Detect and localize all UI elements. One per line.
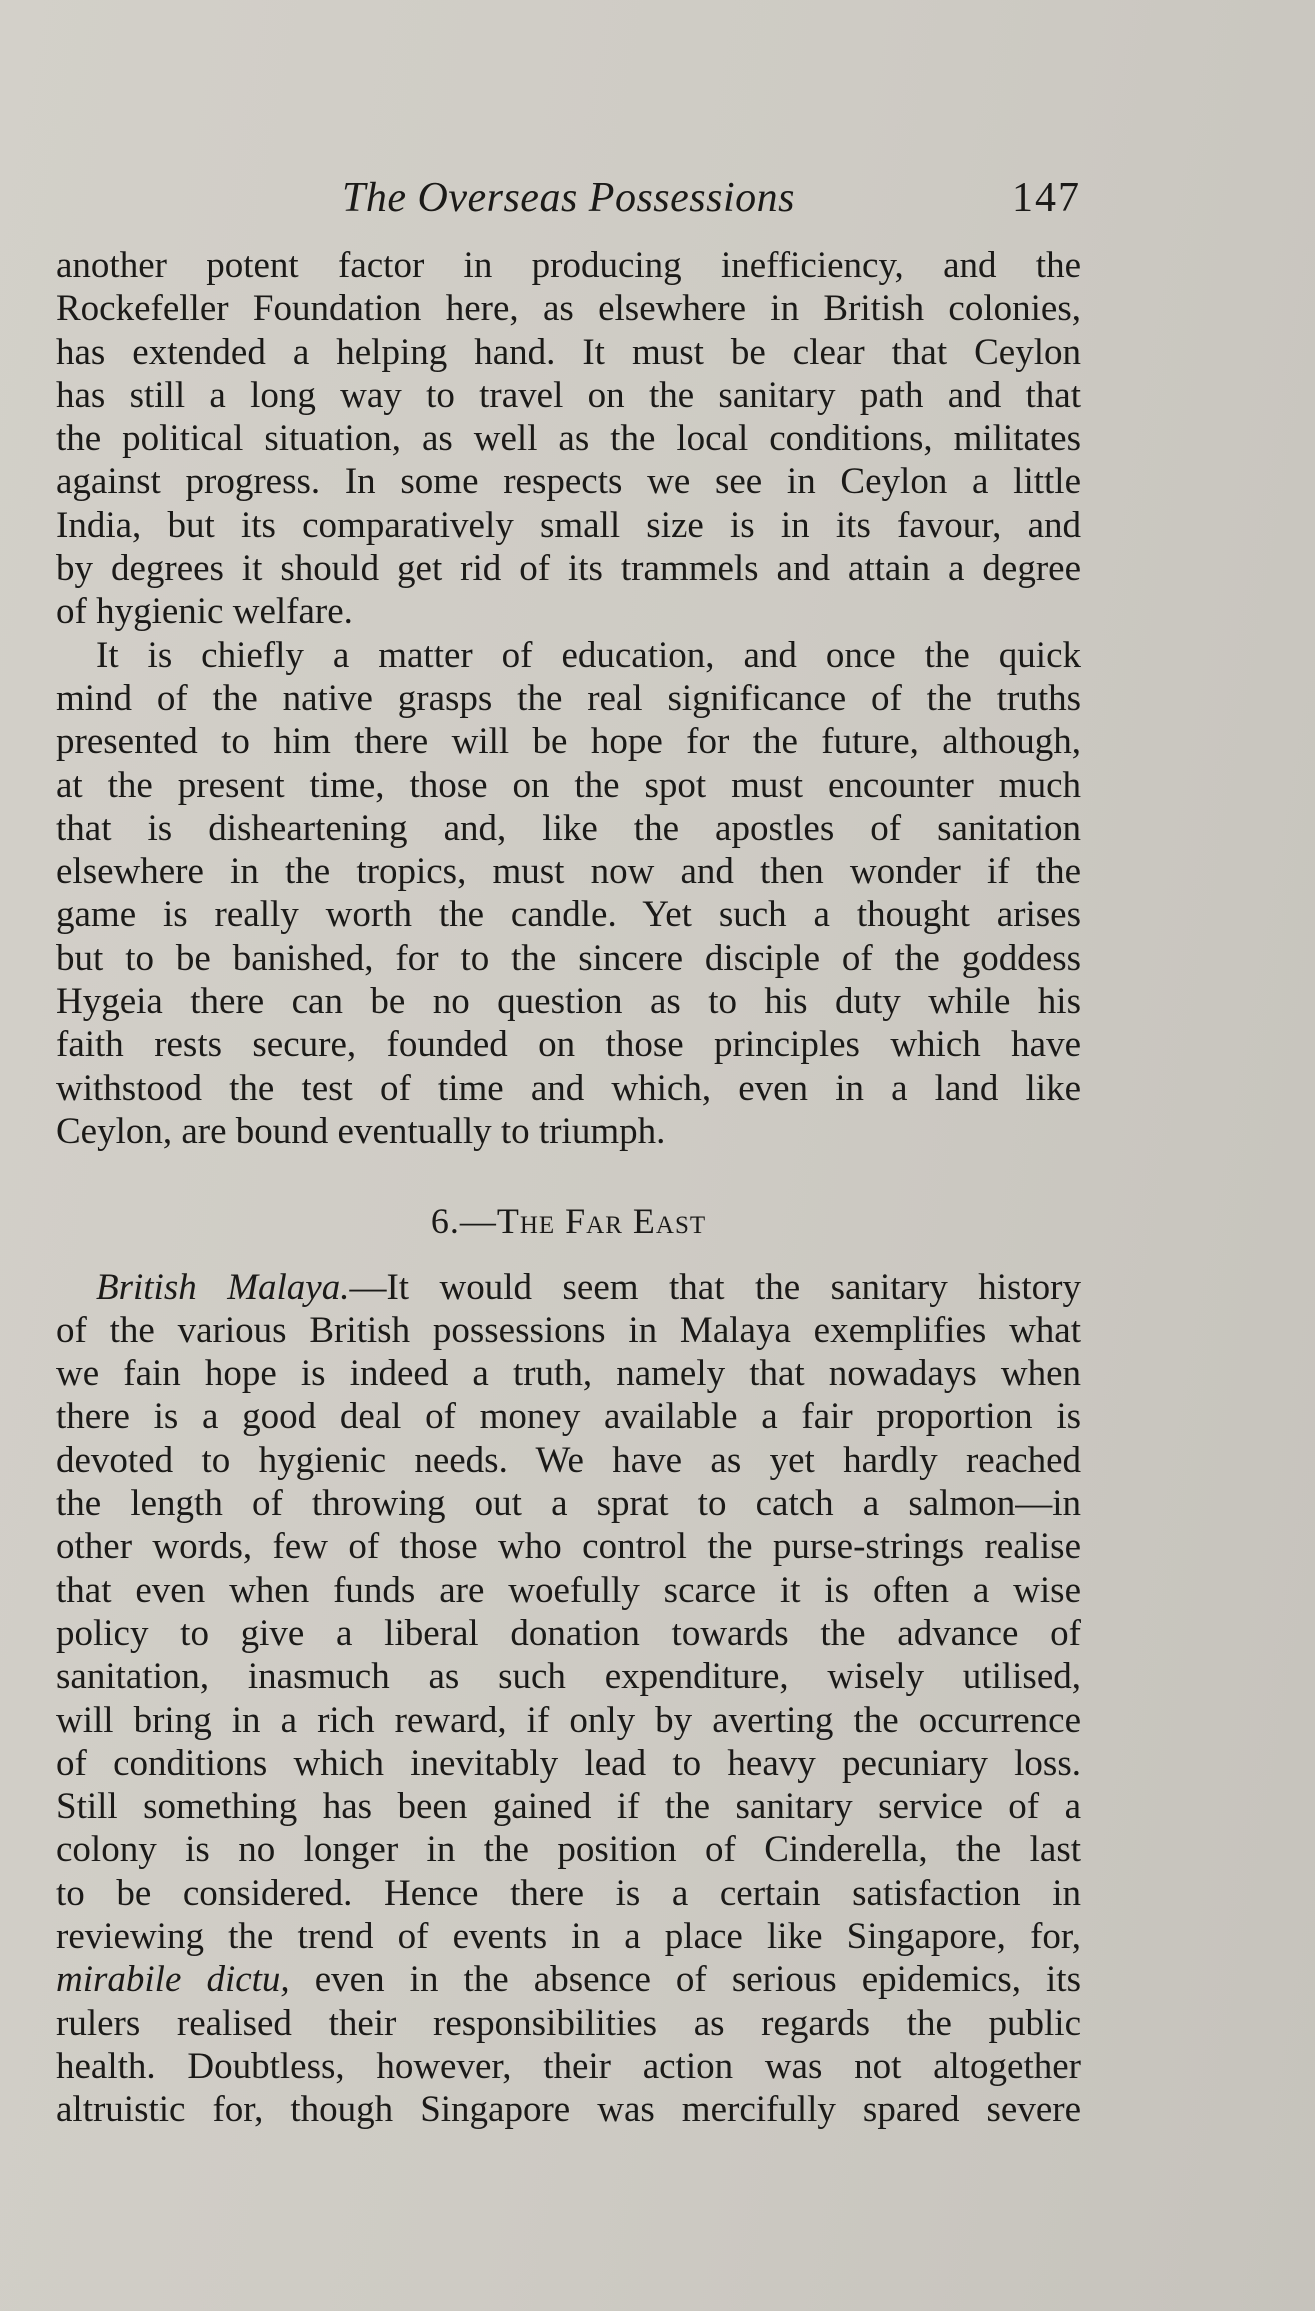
text-line: presented to him there will be hope for the future, although,	[56, 721, 1081, 763]
text-line: other words, few of those who control the purse-strings realise	[56, 1526, 1081, 1568]
paragraph-british-malaya	[56, 1266, 1081, 2132]
text-line: another potent factor in producing inefficiency, and the	[56, 245, 1081, 286]
text-line: Rockefeller Foundation here, as elsewhere in British colonies,	[56, 288, 1081, 330]
text-line: against progress. In some respects we see in Ceylon a little	[56, 461, 1081, 503]
text-line: of the various British possessions in Malaya exemplifies what	[56, 1309, 1081, 1351]
text-line: the length of throwing out a sprat to catch a salmon—in	[56, 1483, 1081, 1525]
running-head	[56, 168, 1081, 228]
text-line: there is a good deal of money available a fair proportion is	[56, 1396, 1081, 1438]
page-number: 147	[1012, 175, 1081, 221]
text-line: policy to give a liberal donation towards the advance of	[56, 1612, 1081, 1654]
paragraph-education	[56, 634, 1081, 1154]
text-line: devoted to hygienic needs. We have as yet hardly reached	[56, 1439, 1081, 1481]
text-line	[56, 1958, 1081, 2001]
body-text	[56, 244, 1081, 2131]
text-line: the political situation, as well as the local conditions, militates	[56, 418, 1081, 460]
text-line: India, but its comparatively small size is in its favour, and	[56, 504, 1081, 546]
text-line: of conditions which inevitably lead to heavy pecuniary loss.	[56, 1742, 1081, 1784]
text-line: has extended a helping hand. It must be clear that Ceylon	[56, 331, 1081, 373]
text-line: withstood the test of time and which, even in a land like	[56, 1067, 1081, 1109]
text-line: mind of the native grasps the real significance of the truths	[56, 677, 1081, 719]
paragraph-ceylon-continued	[56, 244, 1081, 634]
section-number: 6.—	[430, 1201, 497, 1242]
latin-phrase: mirabile dictu,	[56, 1959, 290, 2001]
text-line: by degrees it should get rid of its trammels and attain a degree	[56, 548, 1081, 590]
section-title: The Far East	[496, 1201, 707, 1242]
text-line: at the present time, those on the spot must encounter much	[56, 764, 1081, 806]
running-title: The Overseas Possessions	[342, 175, 795, 221]
text-line: faith rests secure, founded on those principles which have	[56, 1024, 1081, 1066]
text-line	[56, 1266, 1081, 1309]
text-line: reviewing the trend of events in a place like Singapore, for,	[56, 1915, 1081, 1957]
text-line: we fain hope is indeed a truth, namely that nowadays when	[56, 1353, 1081, 1395]
text-line: altruistic for, though Singapore was mercifully spared severe	[56, 2089, 1081, 2131]
section-heading	[56, 1200, 1081, 1243]
text-line: that even when funds are woefully scarce it is often a wise	[56, 1569, 1081, 1611]
text-line: Ceylon, are bound eventually to triumph.	[56, 1110, 666, 1152]
text-line: health. Doubtless, however, their action was not altogether	[56, 2045, 1081, 2087]
text-line: that is disheartening and, like the apostles of sanitation	[56, 807, 1081, 849]
text-line: will bring in a rich reward, if only by averting the occurrence	[56, 1699, 1081, 1741]
text-line: to be considered. Hence there is a certain satisfaction in	[56, 1872, 1081, 1914]
text-line: of hygienic welfare.	[56, 591, 353, 633]
text-line: rulers realised their responsibilities as regards the public	[56, 2002, 1081, 2044]
text-line: Still something has been gained if the sanitary service of a	[56, 1786, 1081, 1828]
text-line: sanitation, inasmuch as such expenditure, wisely utilised,	[56, 1656, 1081, 1698]
text-line: but to be banished, for to the sincere disciple of the goddess	[56, 937, 1081, 979]
text-line: elsewhere in the tropics, must now and then wonder if the	[56, 851, 1081, 893]
subsection-lead: British Malaya.	[96, 1266, 350, 1308]
text-line: Hygeia there can be no question as to his duty while his	[56, 981, 1081, 1023]
text-line: game is really worth the candle. Yet such a thought arises	[56, 894, 1081, 936]
text-run: even in the absence of serious epidemics, its	[289, 1959, 1081, 2001]
text-run: —It would seem that the sanitary history	[349, 1266, 1081, 1308]
text-line: It is chiefly a matter of education, and once the quick	[96, 634, 1081, 676]
text-line: has still a long way to travel on the sanitary path and that	[56, 374, 1081, 416]
text-line: colony is no longer in the position of Cinderella, the last	[56, 1829, 1081, 1871]
